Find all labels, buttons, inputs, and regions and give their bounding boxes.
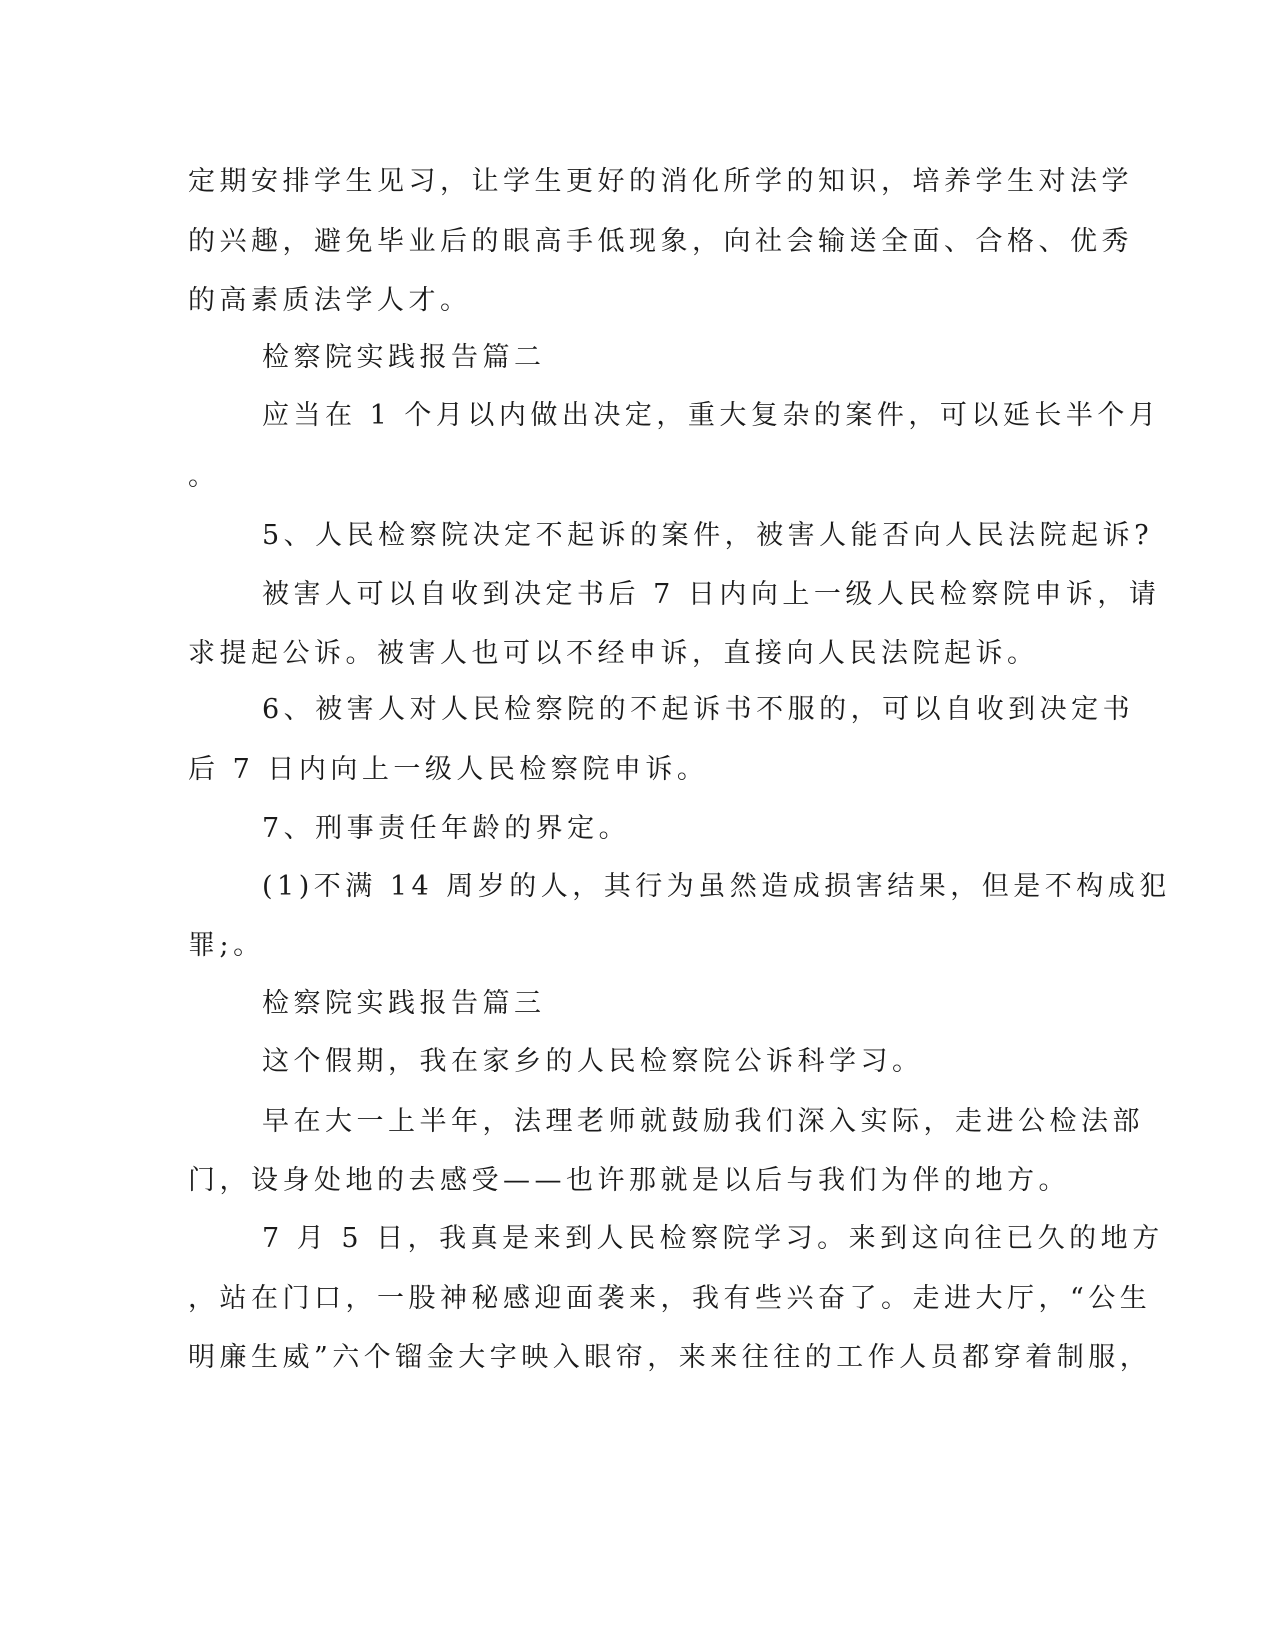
text-line: 的兴趣，避免毕业后的眼高手低现象，向社会输送全面、合格、优秀 bbox=[188, 226, 1133, 257]
text-line: 。 bbox=[188, 461, 220, 492]
text-line: 被害人可以自收到决定书后 7 日内向上一级人民检察院申诉，请 bbox=[262, 579, 1161, 610]
text-line: 应当在 1 个月以内做出决定，重大复杂的案件，可以延长半个月 bbox=[262, 400, 1161, 431]
text-line: 7 月 5 日，我真是来到人民检察院学习。来到这向往已久的地方 bbox=[262, 1223, 1164, 1254]
text-line: 的高素质法学人才。 bbox=[188, 285, 472, 316]
text-line: 早在大一上半年，法理老师就鼓励我们深入实际，走进公检法部 bbox=[262, 1106, 1144, 1137]
text-line: 定期安排学生见习，让学生更好的消化所学的知识，培养学生对法学 bbox=[188, 166, 1133, 197]
text-line: 6、被害人对人民检察院的不起诉书不服的，可以自收到决定书 bbox=[262, 694, 1135, 725]
text-line: (1)不满 14 周岁的人，其行为虽然造成损害结果，但是不构成犯 bbox=[262, 871, 1171, 902]
section-heading: 检察院实践报告篇三 bbox=[262, 988, 546, 1019]
text-line: 明廉生威”六个镏金大字映入眼帘，来来往往的工作人员都穿着制服， bbox=[188, 1342, 1152, 1373]
section-heading: 检察院实践报告篇二 bbox=[262, 342, 546, 373]
text-line: ，站在门口，一股神秘感迎面袭来，我有些兴奋了。走进大厅，“公生 bbox=[188, 1283, 1152, 1314]
text-line: 后 7 日内向上一级人民检察院申诉。 bbox=[188, 754, 709, 785]
text-line: 求提起公诉。被害人也可以不经申诉，直接向人民法院起诉。 bbox=[188, 638, 1039, 669]
text-line: 5、人民检察院决定不起诉的案件，被害人能否向人民法院起诉? bbox=[262, 520, 1154, 551]
text-line: 7、刑事责任年龄的界定。 bbox=[262, 813, 631, 844]
text-line: 罪;。 bbox=[188, 930, 265, 961]
text-line: 门，设身处地的去感受——也许那就是以后与我们为伴的地方。 bbox=[188, 1165, 1070, 1196]
text-line: 这个假期，我在家乡的人民检察院公诉科学习。 bbox=[262, 1046, 924, 1077]
